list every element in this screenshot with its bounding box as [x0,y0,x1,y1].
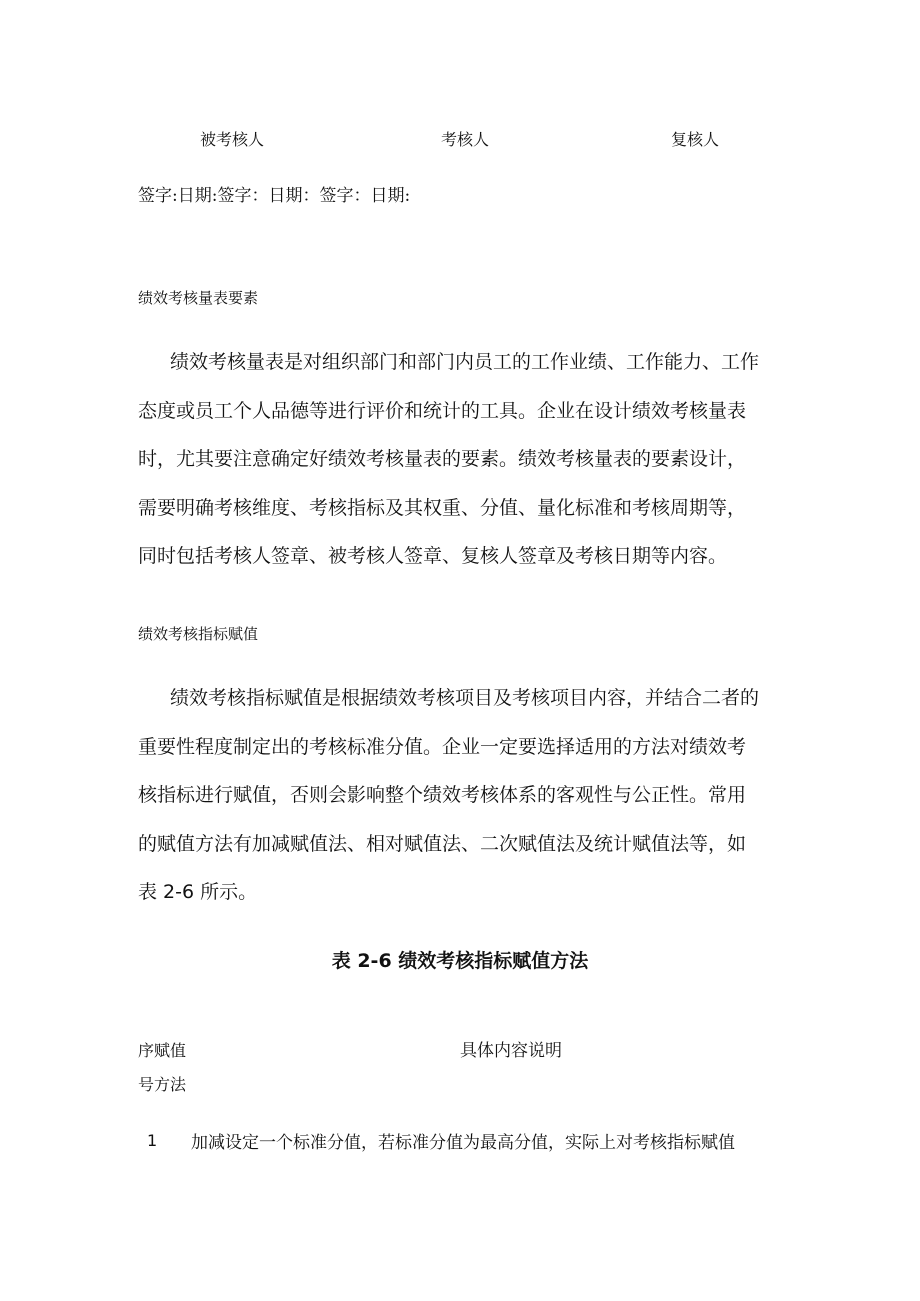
table-row-number: 1 [147,1131,158,1150]
paragraph-line: 绩效考核指标赋值是根据绩效考核项目及考核项目内容，并结合二者的 [170,687,760,709]
column-header-description: 具体内容说明 [460,1041,562,1061]
paragraph-line: 核指标进行赋值，否则会影响整个绩效考核体系的客观性与公正性。常用 [138,784,747,806]
signature-date-line: 签字:日期:签字：日期：签字：日期: [138,186,411,206]
paragraph-scale-elements [138,338,788,581]
section-heading-scale-elements: 绩效考核量表要素 [138,289,259,307]
column-header-number-method-line1: 序赋值 [138,1041,187,1060]
section-heading-indicator-valuation: 绩效考核指标赋值 [138,625,259,643]
paragraph-line: 表 2-6 所示。 [138,881,258,903]
role-reviewee: 被考核人 [200,130,265,149]
paragraph-line: 同时包括考核人签章、被考核人签章、复核人签章及考核日期等内容。 [138,545,728,567]
paragraph-line: 的赋值方法有加减赋值法、相对赋值法、二次赋值法及统计赋值法等，如 [138,832,747,855]
column-header-number-method-line2: 号方法 [138,1075,187,1094]
table-row-description: 加减设定一个标准分值，若标准分值为最高分值，实际上对考核指标赋值 [191,1133,735,1153]
paragraph-line: 绩效考核量表是对组织部门和部门内员工的工作业绩、工作能力、工作 [170,351,760,373]
role-reviewer: 考核人 [441,130,490,149]
paragraph-line: 重要性程度制定出的考核标准分值。企业一定要选择适用的方法对绩效考 [138,735,747,758]
paragraph-line: 态度或员工个人品德等进行评价和统计的工具。企业在设计绩效考核量表 [138,399,747,422]
table-title: 表 2-6 绩效考核指标赋值方法 [331,950,589,972]
role-rechecker: 复核人 [671,130,720,149]
paragraph-line: 需要明确考核维度、考核指标及其权重、分值、量化标准和考核周期等， [138,496,747,519]
paragraph-line: 时，尤其要注意确定好绩效考核量表的要素。绩效考核量表的要素设计， [138,448,747,470]
paragraph-indicator-valuation [138,674,788,917]
